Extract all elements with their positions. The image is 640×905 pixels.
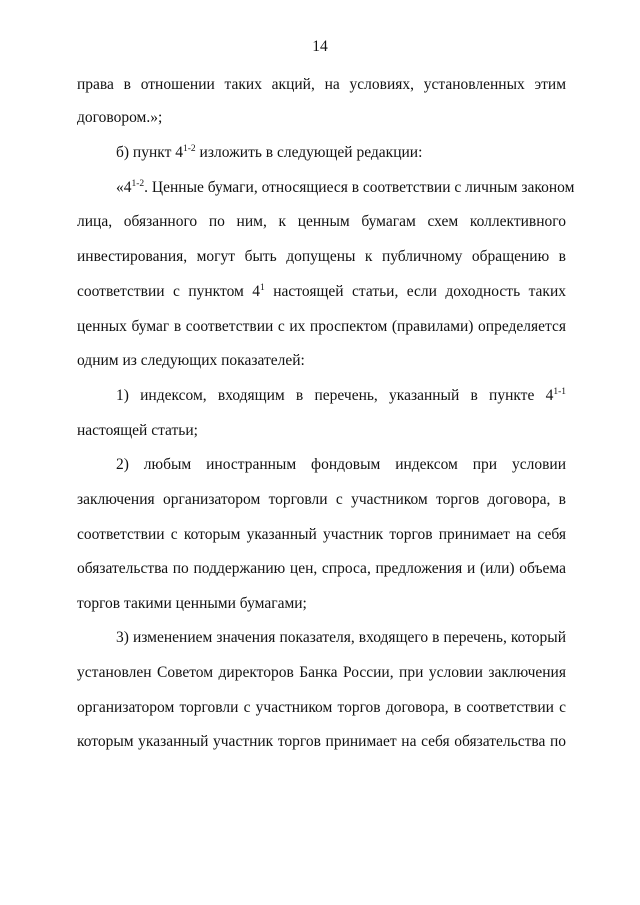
text-line: «4$^{1-2}$. Ценные бумаги, относящиеся в соответствии с личным законом bbox=[116, 178, 575, 196]
page-number: 14 bbox=[312, 38, 328, 55]
text-line: заключения организатором торговли с участником торгов договора, в bbox=[77, 491, 566, 508]
superscript: 1-1 bbox=[553, 386, 566, 397]
text-line: права в отношении таких акций, на условиях, установленных этим bbox=[77, 76, 566, 93]
text-line: ценных бумаг в соответствии с их проспектом (правилами) определяется bbox=[77, 318, 566, 335]
text-line: обязательства по поддержанию цен, спроса, предложения и (или) объема bbox=[77, 560, 566, 577]
text-line: настоящей статьи; bbox=[77, 422, 198, 439]
text-line: лица, обязанного по ним, к ценным бумагам схем коллективного bbox=[77, 213, 566, 230]
superscript: 1-2 bbox=[131, 178, 145, 189]
text-line: 1) индексом, входящим в перечень, указанный в пункте 4$^{1-1}$ bbox=[116, 386, 566, 404]
text-line: одним из следующих показателей: bbox=[77, 352, 305, 369]
text-line: договором.»; bbox=[77, 109, 163, 126]
text-line: установлен Советом директоров Банка России, при условии заключения bbox=[77, 664, 566, 681]
superscript: 1-2 bbox=[183, 143, 196, 154]
text-line: соответствии с которым указанный участник торгов принимает на себя bbox=[77, 526, 566, 543]
superscript: 1 bbox=[260, 282, 265, 293]
text-line: б) пункт 4$^{1-2}$ изложить в следующей редакции: bbox=[116, 143, 423, 161]
text-line: 2) любым иностранным фондовым индексом при условии bbox=[116, 456, 566, 473]
text-line: 3) изменением значения показателя, входящего в перечень, который bbox=[116, 629, 566, 646]
text-line: инвестирования, могут быть допущены к публичному обращению в bbox=[77, 248, 566, 265]
text-line: организатором торговли с участником торгов договора, в соответствии с bbox=[77, 699, 566, 716]
text-line: торгов такими ценными бумагами; bbox=[77, 595, 307, 612]
text-line: соответствии с пунктом $4^1$ настоящей статьи, если доходность таких bbox=[77, 282, 567, 300]
text-line: которым указанный участник торгов принимает на себя обязательства по bbox=[77, 733, 566, 750]
